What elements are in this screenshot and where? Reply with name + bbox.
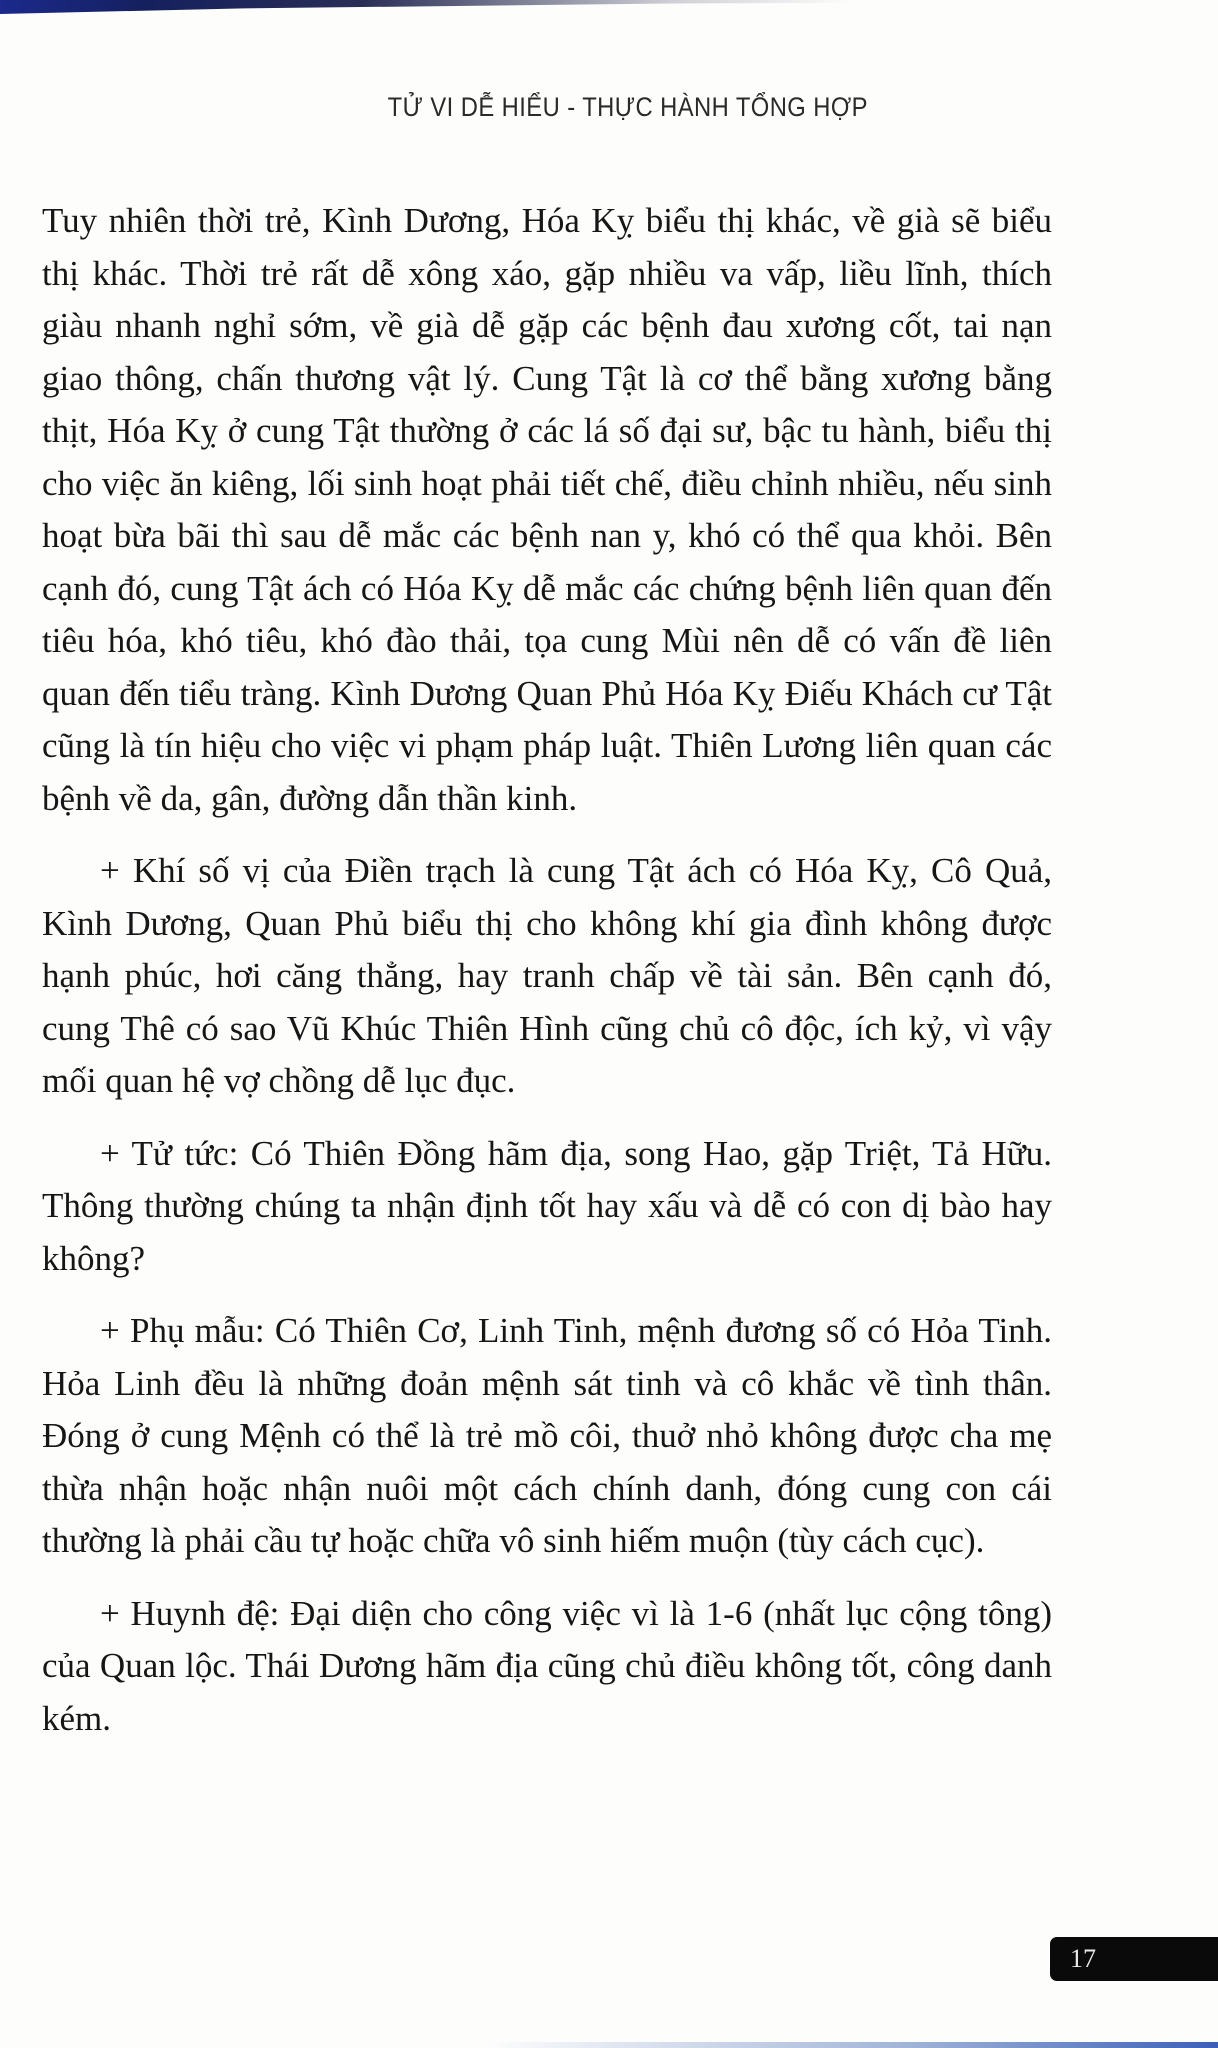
paragraph-dien-trach: + Khí số vị của Điền trạch là cung Tật ách có Hóa Kỵ, Cô Quả, Kình Dương, Quan Phủ biểu thị cho không khí gia đình không được hạnh phúc, hơi căng thẳng, hay tranh chấp về tài sản. Bên cạnh đó, cung Thê có sao Vũ Khúc Thiên Hình cũng chủ cô độc, ích kỷ, vì vậy mối quan hệ vợ chồng dễ lục đục. [42, 851, 1052, 1100]
running-header: TỬ VI DỄ HIỂU - THỰC HÀNH TỔNG HỢP [387, 92, 868, 122]
paragraph-tu-tuc: + Tử tức: Có Thiên Đồng hãm địa, song Hao, gặp Triệt, Tả Hữu. Thông thường chúng ta nhận định tốt hay xấu và dễ có con dị bào hay không? [42, 1133, 1052, 1278]
book-cover-edge-top [0, 0, 1218, 14]
page-number: 17 [1070, 1944, 1096, 1973]
paragraph-intro: Tuy nhiên thời trẻ, Kình Dương, Hóa Kỵ biểu thị khác, về già sẽ biểu thị khác. Thời trẻ rất dễ xông xáo, gặp nhiều va vấp, liều lĩnh, thích giàu nhanh nghỉ sớm, về già dễ gặp các bệnh đau xương cốt, tai nạn giao thông, chấn thương vật lý. Cung Tật là cơ thể bằng xương bằng thịt, Hóa Kỵ ở cung Tật thường ở các lá số đại sư, bậc tu hành, biểu thị cho việc ăn kiêng, lối sinh hoạt phải tiết chế, điều chỉnh nhiều, nếu sinh hoạt bừa bãi thì sau dễ mắc các bệnh nan y, khó có thể qua khỏi. Bên cạnh đó, cung Tật ách có Hóa Kỵ dễ mắc các chứng bệnh liên quan đến tiêu hóa, khó tiêu, khó đào thải, tọa cung Mùi nên dễ có vấn đề liên quan đến tiểu tràng. Kình Dương Quan Phủ Hóa Kỵ Điếu Khách cư Tật cũng là tín hiệu cho việc vi phạm pháp luật. Thiên Lương liên quan các bệnh về da, gân, đường dẫn thần kinh. [42, 201, 1052, 818]
page-number-tab [1050, 1937, 1218, 1981]
body-text [42, 195, 1052, 1765]
book-cover-edge-bottom [0, 2042, 1218, 2048]
paragraph-phu-mau: + Phụ mẫu: Có Thiên Cơ, Linh Tinh, mệnh đương số có Hỏa Tinh. Hỏa Linh đều là những đoản mệnh sát tinh và cô khắc về tình thân. Đóng ở cung Mệnh có thể là trẻ mồ côi, thuở nhỏ không được cha mẹ thừa nhận hoặc nhận nuôi một cách chính danh, đóng cung con cái thường là phải cầu tự hoặc chữa vô sinh hiếm muộn (tùy cách cục). [42, 1311, 1052, 1560]
paragraph-huynh-de: + Huynh đệ: Đại diện cho công việc vì là 1-6 (nhất lục cộng tông) của Quan lộc. Thái Dương hãm địa cũng chủ điều không tốt, công danh kém. [42, 1593, 1052, 1738]
